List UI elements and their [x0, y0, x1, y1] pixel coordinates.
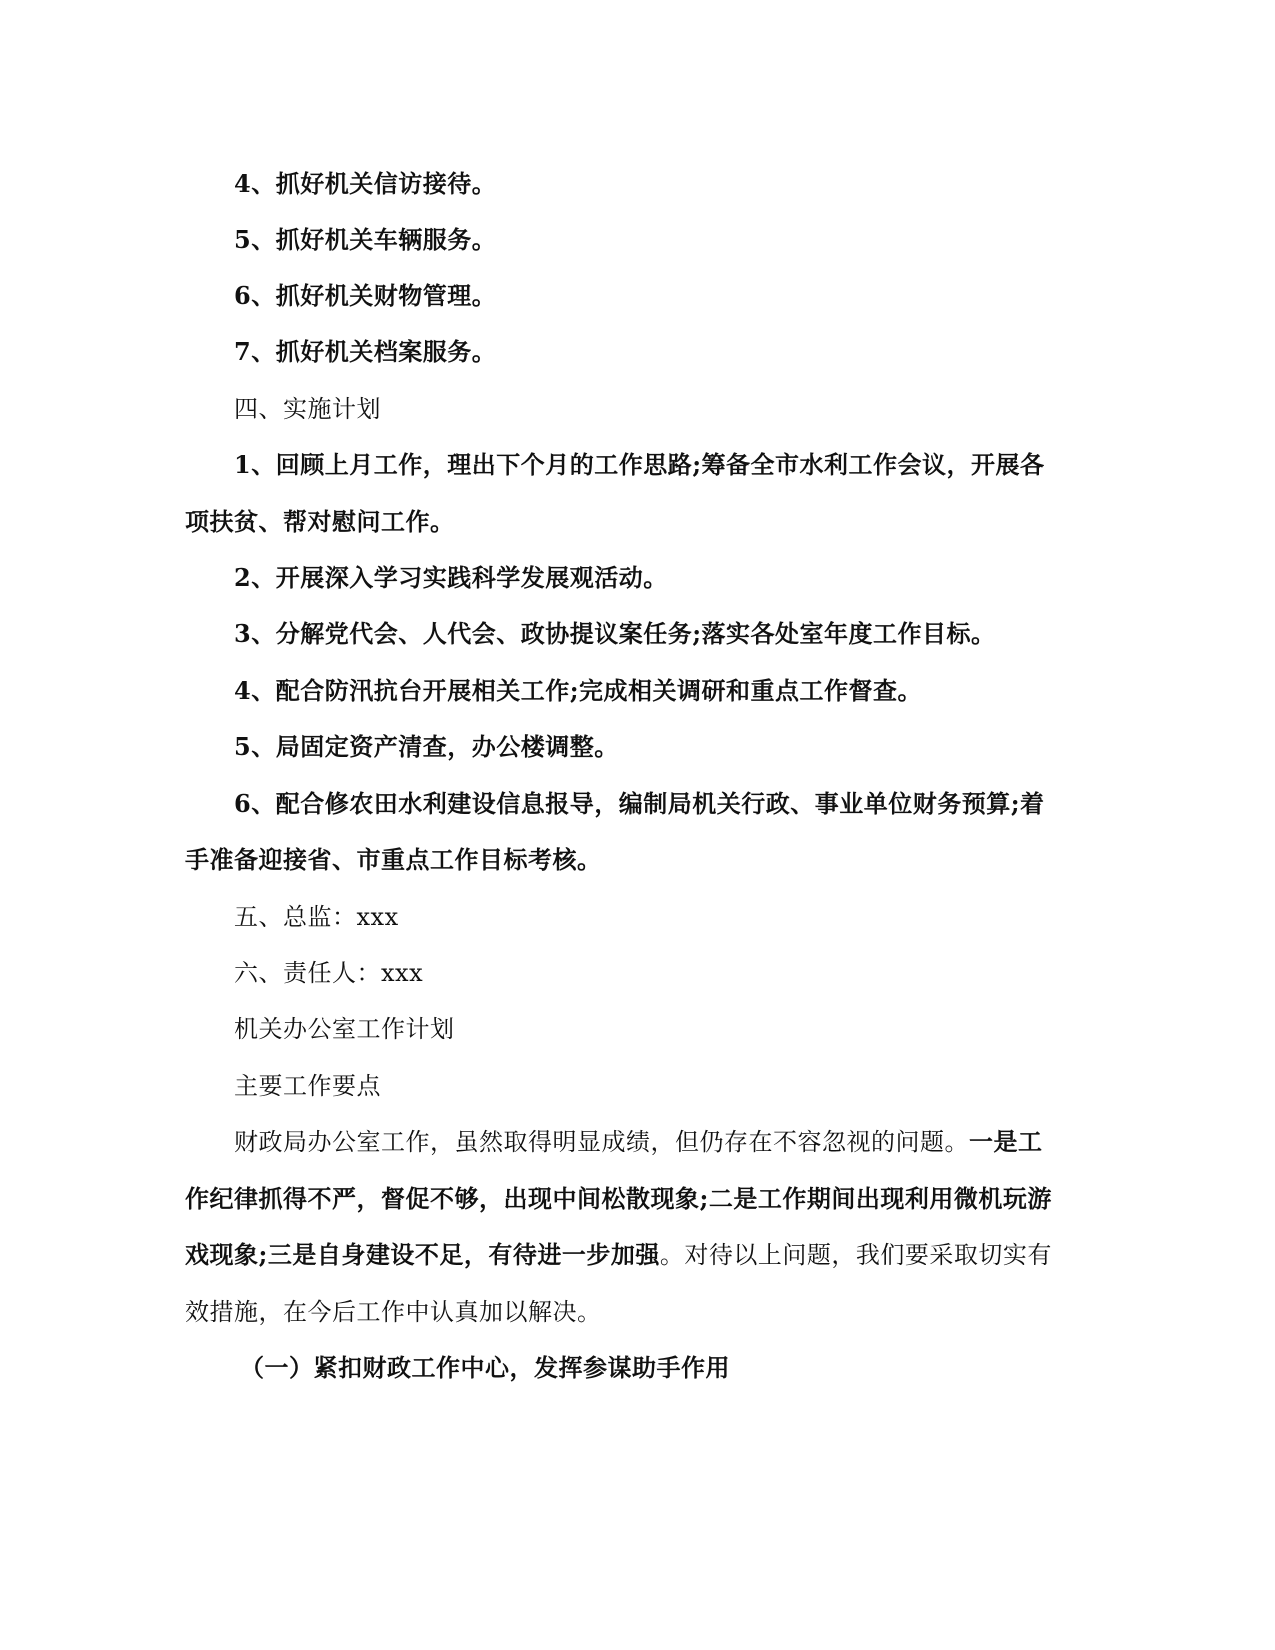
paragraph-line-1: [234, 1126, 1114, 1158]
plan-item-3: 3、分解党代会、人代会、政协提议案任务;落实各处室年度工作目标。: [234, 619, 996, 648]
list-item-vehicle-service: 5、抓好机关车辆服务。: [234, 225, 497, 254]
paragraph-line-3-bold: 戏现象;三是自身建设不足，有待进一步加强: [185, 1240, 660, 1269]
plan-item-2: 2、开展深入学习实践科学发展观活动。: [234, 563, 668, 592]
paragraph-line-1-bold: 一是工: [969, 1127, 1043, 1156]
paragraph-line-4: 效措施，在今后工作中认真加以解决。: [185, 1298, 602, 1326]
plan-item-1-line-2: 项扶贫、帮对慰问工作。: [185, 507, 455, 536]
plan-item-1-line-1: 1、回顾上月工作，理出下个月的工作思路;筹备全市水利工作会议，开展各: [234, 450, 1045, 479]
section-heading-responsible-person: 六、责任人：xxx: [234, 959, 424, 987]
section-heading-key-points: 主要工作要点: [234, 1072, 381, 1100]
paragraph-line-3: [185, 1239, 1065, 1271]
list-item-petition-reception: 4、抓好机关信访接待。: [234, 169, 497, 198]
paragraph-line-3-normal: 。对待以上问题，我们要采取切实有: [659, 1241, 1052, 1269]
list-item-archive-service: 7、抓好机关档案服务。: [234, 337, 497, 366]
paragraph-line-1-normal: 财政局办公室工作，虽然取得明显成绩，但仍存在不容忽视的问题。: [234, 1128, 969, 1156]
section-heading-implementation-plan: 四、实施计划: [234, 395, 381, 423]
paragraph-line-2: 作纪律抓得不严，督促不够，出现中间松散现象;二是工作期间出现利用微机玩游: [185, 1184, 1052, 1213]
subsection-heading-1: （一）紧扣财政工作中心，发挥参谋助手作用: [240, 1353, 730, 1382]
section-heading-supervisor: 五、总监：xxx: [234, 903, 399, 931]
list-item-property-management: 6、抓好机关财物管理。: [234, 281, 497, 310]
plan-item-6-line-2: 手准备迎接省、市重点工作目标考核。: [185, 845, 602, 874]
document-title: 机关办公室工作计划: [234, 1015, 455, 1043]
plan-item-5: 5、局固定资产清查，办公楼调整。: [234, 732, 619, 761]
plan-item-6-line-1: 6、配合修农田水利建设信息报导，编制局机关行政、事业单位财务预算;着: [234, 789, 1045, 818]
plan-item-4: 4、配合防汛抗台开展相关工作;完成相关调研和重点工作督查。: [234, 676, 923, 705]
